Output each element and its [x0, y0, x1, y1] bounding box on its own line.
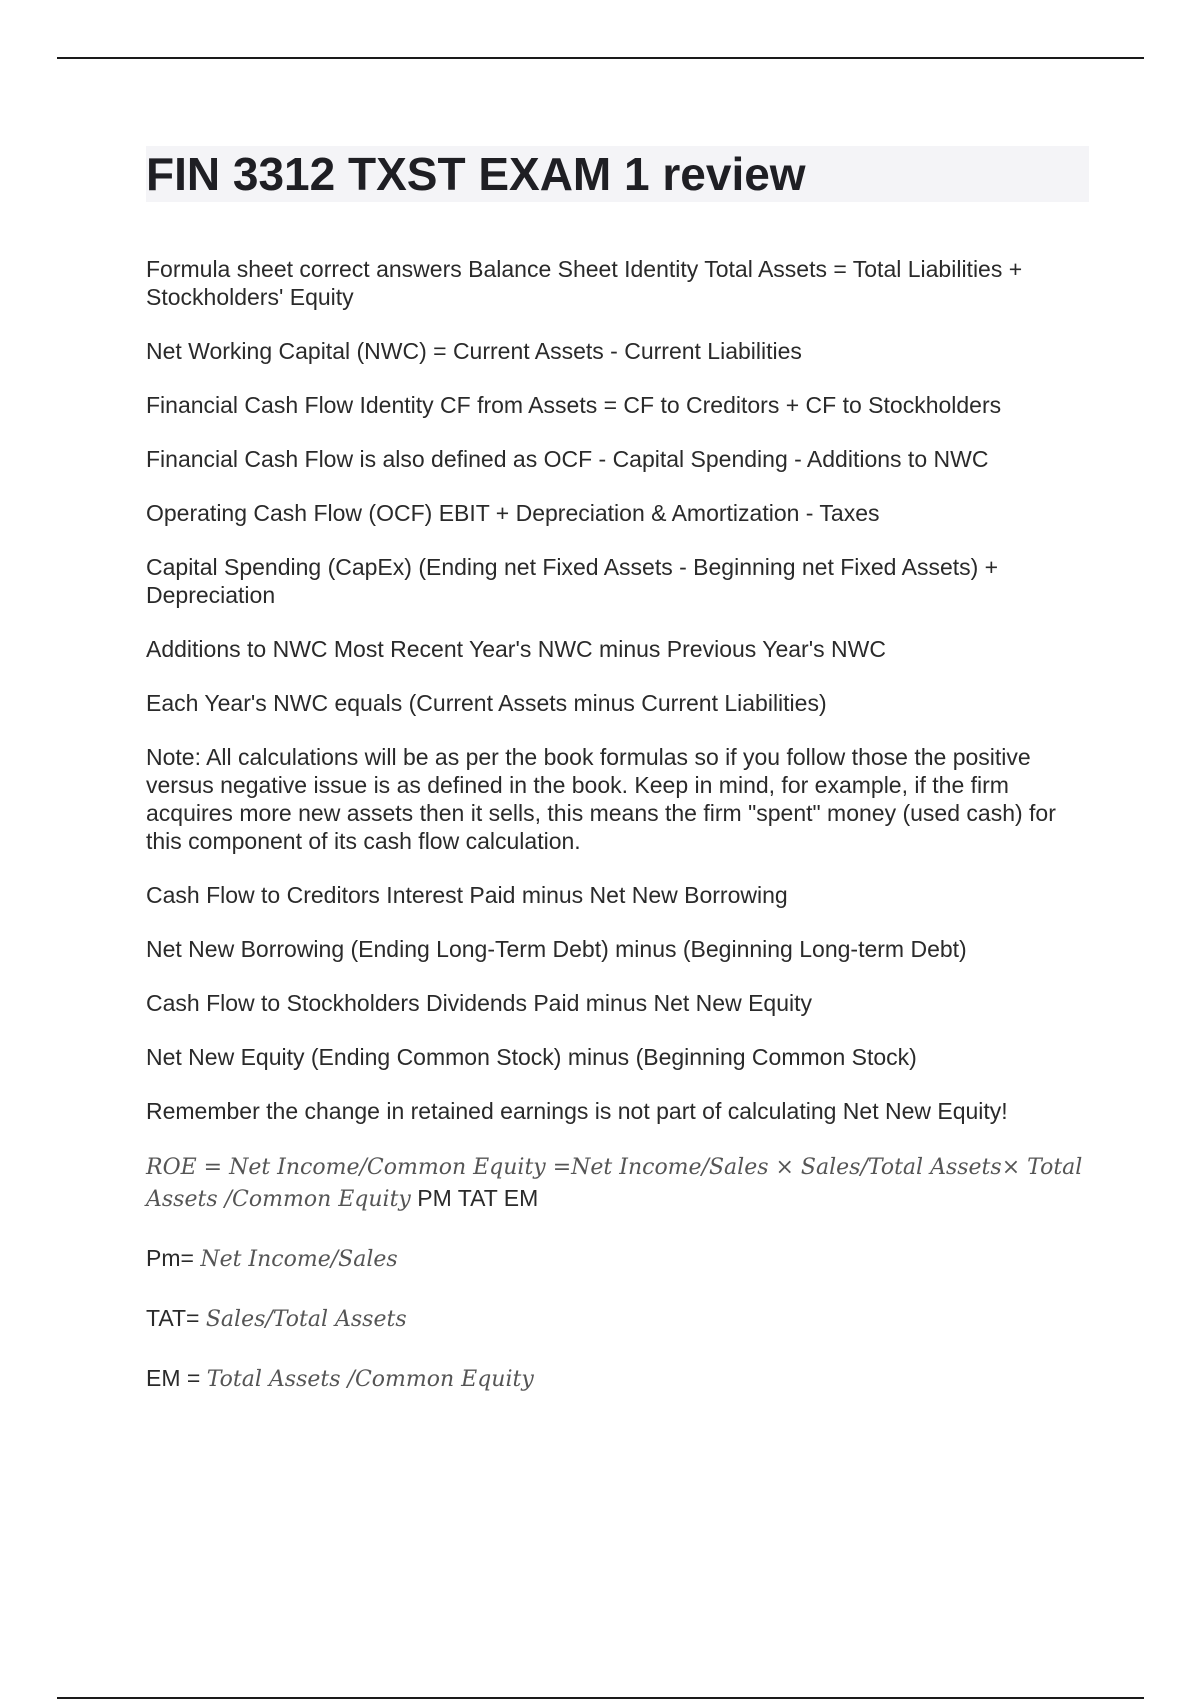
paragraph-cf-to-stockholders: Cash Flow to Stockholders Dividends Paid minus Net New Equity: [146, 990, 813, 1016]
top-rule: [57, 57, 1144, 59]
page-title: FIN 3312 TXST EXAM 1 review: [146, 148, 806, 200]
em-formula-line: [146, 1363, 1086, 1395]
document-body: [146, 255, 1086, 1423]
em-label: EM =: [146, 1365, 207, 1391]
paragraph-additions-to-nwc: Additions to NWC Most Recent Year's NWC minus Previous Year's NWC: [146, 636, 886, 662]
pm-formula: Net Income/Sales: [200, 1247, 398, 1272]
pm-formula-line: [146, 1243, 1086, 1275]
paragraph-net-working-capital: Net Working Capital (NWC) = Current Assets - Current Liabilities: [146, 338, 802, 364]
pm-label: Pm=: [146, 1245, 201, 1271]
paragraph-operating-cash-flow: Operating Cash Flow (OCF) EBIT + Depreciation & Amortization - Taxes: [146, 500, 880, 526]
paragraph-balance-sheet-identity: Formula sheet correct answers Balance Sheet Identity Total Assets = Total Liabilities + Stockholders' Equity: [146, 256, 1023, 310]
roe-formula-line: [146, 1151, 1086, 1215]
tat-formula-line: [146, 1303, 1086, 1335]
tat-label: TAT=: [146, 1305, 206, 1331]
paragraph-financial-cash-flow: Financial Cash Flow is also defined as OCF - Capital Spending - Additions to NWC: [146, 446, 989, 472]
em-formula: Total Assets /Common Equity: [206, 1367, 534, 1392]
paragraph-retained-earnings: Remember the change in retained earnings is not part of calculating Net New Equity!: [146, 1098, 1008, 1124]
paragraph-cf-to-creditors: Cash Flow to Creditors Interest Paid minus Net New Borrowing: [146, 882, 788, 908]
paragraph-each-year-nwc: Each Year's NWC equals (Current Assets minus Current Liabilities): [146, 690, 827, 716]
roe-components: PM TAT EM: [410, 1185, 539, 1211]
paragraph-cash-flow-identity: Financial Cash Flow Identity CF from Assets = CF to Creditors + CF to Stockholders: [146, 392, 1002, 418]
paragraph-net-new-borrowing: Net New Borrowing (Ending Long-Term Debt) minus (Beginning Long-term Debt): [146, 936, 967, 962]
paragraph-net-new-equity: Net New Equity (Ending Common Stock) minus (Beginning Common Stock): [146, 1044, 917, 1070]
roe-formula: ROE = Net Income/Common Equity =Net Income/Sales × Sales/Total Assets× Total Assets /Common Equity: [146, 1155, 1083, 1212]
paragraph-note: Note: All calculations will be as per the book formulas so if you follow those the positive versus negative issue is as defined in the book. Keep in mind, for example, if the firm acquires more new assets then it sells, this means the firm "spent" money (used cash) for this component of its cash flow calculation.: [146, 744, 1056, 854]
paragraph-capital-spending: Capital Spending (CapEx) (Ending net Fixed Assets - Beginning net Fixed Assets) + Depreciation: [146, 554, 999, 608]
bottom-rule: [57, 1697, 1144, 1699]
tat-formula: Sales/Total Assets: [205, 1307, 407, 1332]
